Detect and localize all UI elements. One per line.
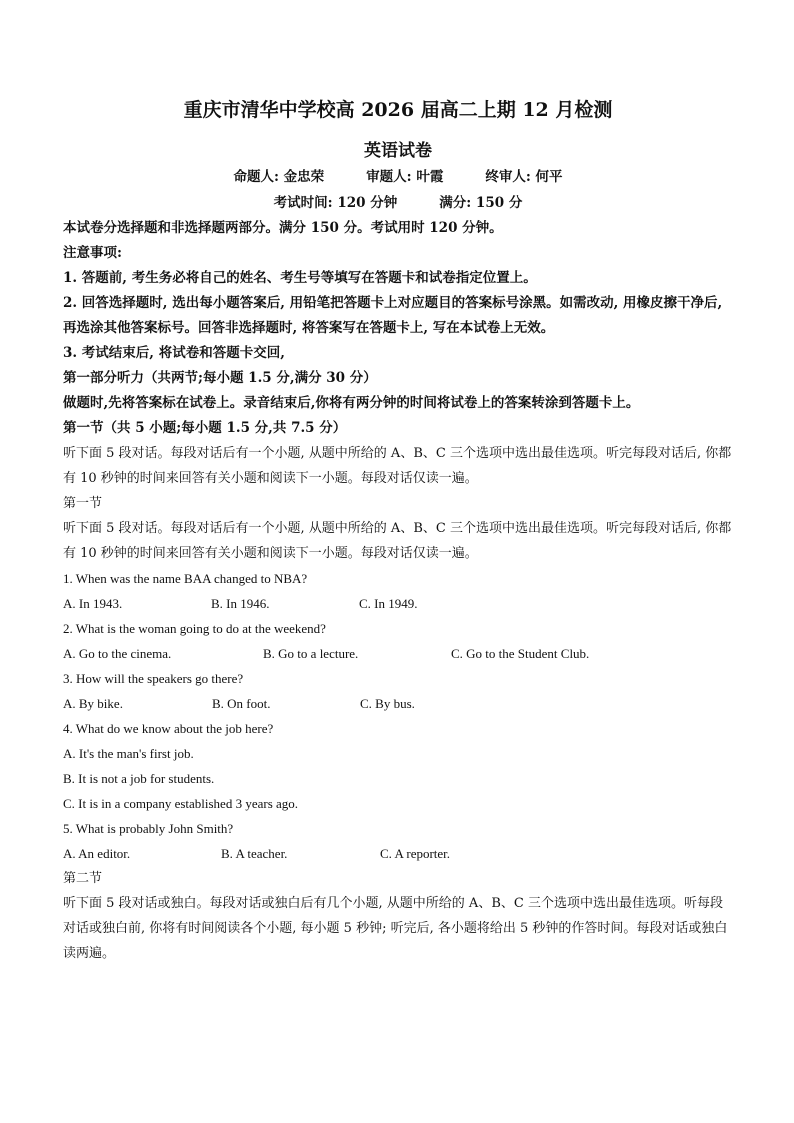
option-c: C. Go to the Student Club.: [451, 646, 590, 661]
question-options: [63, 841, 733, 866]
question-stem: 3. How will the speakers go there?: [63, 671, 244, 686]
exam-page: [63, 95, 733, 966]
note-3: 3. 考试结束后, 将试卷和答题卡交回,: [63, 345, 285, 361]
full-score: 满分: 150 分: [439, 195, 523, 211]
option-a: A. In 1943.: [63, 596, 123, 611]
option-b: B. It is not a job for students.: [63, 771, 215, 786]
option-a: A. An editor.: [63, 846, 131, 861]
option-b: B. Go to a lecture.: [263, 646, 359, 661]
option-a: A. It's the man's first job.: [63, 746, 194, 761]
part1-instruction: 做题时,先将答案标在试卷上。录音结束后,你将有两分钟的时间将试卷上的答案转涂到答题卡上。: [63, 395, 640, 411]
option-c: C. By bus.: [360, 696, 415, 711]
option-a: A. By bike.: [63, 696, 123, 711]
question-stem: 5. What is probably John Smith?: [63, 821, 234, 836]
option-b: B. A teacher.: [221, 846, 288, 861]
notes-title: 注意事项:: [63, 245, 122, 261]
option-b: B. On foot.: [212, 696, 271, 711]
section1-repeat-heading: 第一节: [63, 496, 103, 511]
option-c: C. It is in a company established 3 years ago.: [63, 796, 299, 811]
final-reviewer: 终审人: 何平: [485, 169, 563, 185]
setter: 命题人: 金忠荣: [233, 169, 325, 185]
part1-heading: 第一部分听力（共两节;每小题 1.5 分,满分 30 分）: [63, 370, 377, 386]
option-b: B. In 1946.: [211, 596, 270, 611]
question-stem: 4. What do we know about the job here?: [63, 721, 274, 736]
intro: 本试卷分选择题和非选择题两部分。满分 150 分。考试用时 120 分钟。: [63, 220, 503, 236]
section2-heading: 第二节: [63, 871, 103, 886]
exam-subtitle: 英语试卷: [364, 141, 432, 161]
section1-repeat-instruction: 听下面 5 段对话。每段对话后有一个小题, 从题中所给的 A、B、C 三个选项中选出最佳选项。听完每段对话后, 你都有 10 秒钟的时间来回答有关小题和阅读下一小题。每段对话仅读一遍。: [63, 521, 732, 561]
exam-title: 重庆市清华中学校高 2026 届高二上期 12 月检测: [183, 99, 613, 121]
question-stem: 1. When was the name BAA changed to NBA?: [63, 571, 308, 586]
exam-time: 考试时间: 120 分钟: [273, 195, 398, 211]
time-score-line: [63, 190, 733, 216]
question-options: [63, 591, 733, 616]
question-stem: 2. What is the woman going to do at the weekend?: [63, 621, 326, 636]
note-2: 2. 回答选择题时, 选出每小题答案后, 用铅笔把答题卡上对应题目的答案标号涂黑。如需改动, 用橡皮擦干净后, 再选涂其他答案标号。回答非选择题时, 将答案写在答题卡上, 写在本试卷上无效。: [63, 295, 723, 336]
note-1: 1. 答题前, 考生务必将自己的姓名、考生号等填写在答题卡和试卷指定位置上。: [63, 270, 537, 286]
question-options: [63, 641, 733, 666]
staff-line: [63, 164, 733, 190]
option-a: A. Go to the cinema.: [63, 646, 172, 661]
question-options: [63, 691, 733, 716]
option-c: C. In 1949.: [359, 596, 418, 611]
option-c: C. A reporter.: [380, 846, 451, 861]
reviewer: 审题人: 叶霞: [366, 169, 444, 185]
section1-heading: 第一节（共 5 小题;每小题 1.5 分,共 7.5 分）: [63, 420, 347, 436]
section2-instruction: 听下面 5 段对话或独白。每段对话或独白后有几个小题, 从题中所给的 A、B、C 三个选项中选出最佳选项。听每段对话或独白前, 你将有时间阅读各个小题, 每小题 5 秒钟; 听完后, 各小题将给出 5 秒钟的作答时间。每段对话或独白读两遍。: [63, 896, 728, 961]
section1-instruction: 听下面 5 段对话。每段对话后有一个小题, 从题中所给的 A、B、C 三个选项中选出最佳选项。听完每段对话后, 你都有 10 秒钟的时间来回答有关小题和阅读下一小题。每段对话仅读一遍。: [63, 446, 732, 486]
